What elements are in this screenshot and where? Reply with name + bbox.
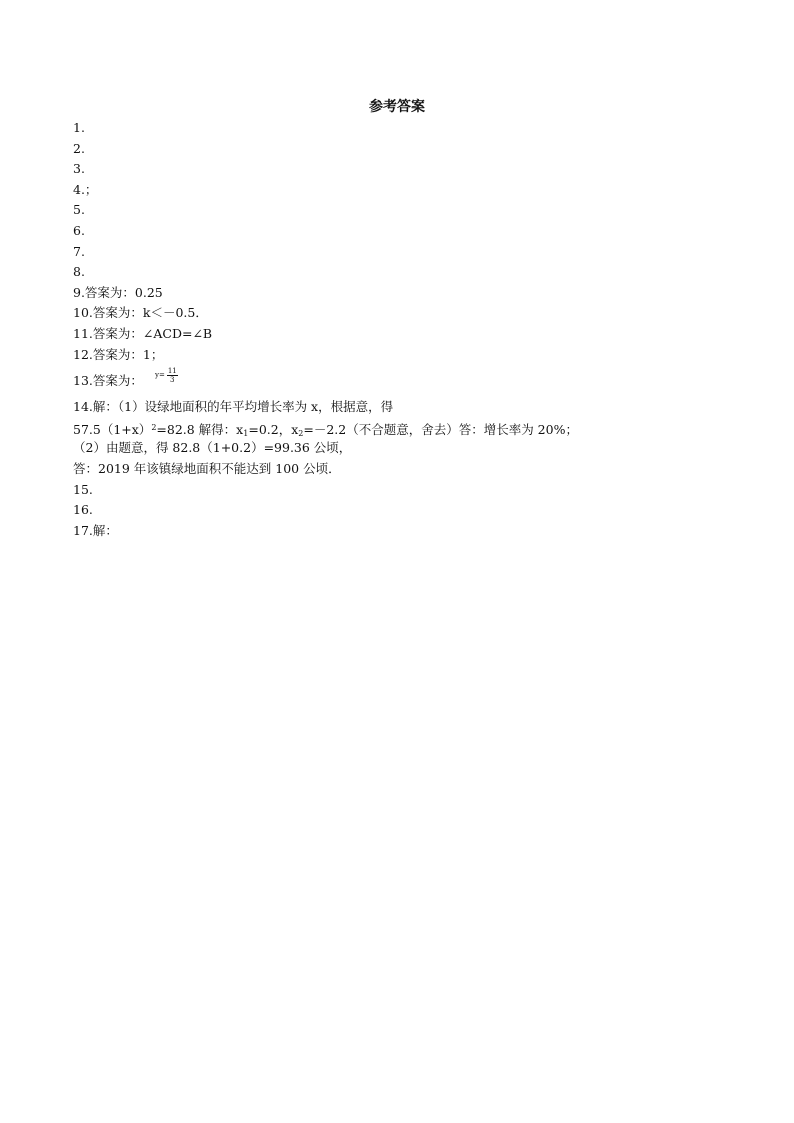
answer-5: 5. bbox=[73, 202, 85, 218]
fraction-denominator: 3 bbox=[170, 376, 175, 385]
line2-part-a: 57.5（1+x） bbox=[73, 421, 152, 437]
line2-part-c: =0.2，x bbox=[248, 421, 299, 437]
answer-2: 2. bbox=[73, 140, 85, 156]
formula-variable: y= bbox=[155, 371, 165, 380]
line2-part-d: =－2.2（不合题意，舍去）答：增长率为 20%； bbox=[303, 421, 578, 437]
answer-13-formula bbox=[155, 367, 178, 384]
answer-10: 10.答案为：k＜－0.5． bbox=[73, 305, 208, 321]
answer-8: 8. bbox=[73, 264, 85, 280]
answer-7: 7. bbox=[73, 243, 85, 259]
answer-3: 3. bbox=[73, 161, 85, 177]
answer-17: 17.解： bbox=[73, 522, 118, 538]
answer-13 bbox=[73, 365, 753, 397]
answer-11: 11.答案为：∠ACD=∠B bbox=[73, 325, 213, 341]
subscript-2: 2 bbox=[298, 428, 304, 438]
answer-14-line3: （2）由题意，得 82.8（1+0.2）=99.36 公顷， bbox=[73, 440, 352, 456]
fraction-numerator: 11 bbox=[167, 367, 177, 376]
answer-15: 15. bbox=[73, 481, 93, 497]
answer-9: 9.答案为：0.25 bbox=[73, 284, 163, 300]
answer-list bbox=[73, 118, 753, 541]
answer-6: 6. bbox=[73, 222, 85, 238]
answer-13-label: 13.答案为： bbox=[73, 373, 143, 389]
answer-1: 1. bbox=[73, 120, 85, 135]
answer-14-line1: 14.解：（1）设绿地面积的年平均增长率为 x，根据意，得 bbox=[73, 399, 394, 415]
subscript-1: 1 bbox=[243, 428, 249, 438]
answer-14-line4: 答：2019 年该镇绿地面积不能达到 100 公顷． bbox=[73, 460, 341, 476]
answer-14-line2 bbox=[73, 418, 753, 439]
answer-12: 12.答案为：1； bbox=[73, 346, 164, 362]
line2-part-b: =82.8 解得：x bbox=[156, 421, 244, 437]
answer-4: 4.； bbox=[73, 181, 98, 197]
formula-fraction bbox=[167, 367, 178, 384]
square-exponent: 2 bbox=[151, 422, 157, 432]
page-title: 参考答案 bbox=[369, 99, 425, 115]
answer-16: 16. bbox=[73, 502, 93, 518]
